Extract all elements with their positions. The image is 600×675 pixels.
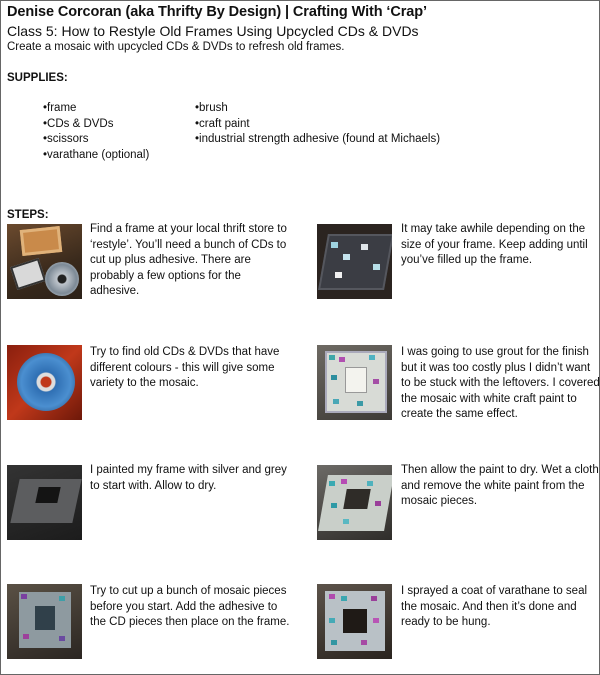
step-4-photo [317, 345, 392, 420]
step-7-text: Try to cut up a bunch of mosaic pieces before you start. Add the adhesive to the CD pieces then place on the frame. [90, 585, 290, 628]
supply-item: • industrial strength adhesive (found at Michaels) [195, 132, 440, 148]
supplies-heading: SUPPLIES: [7, 72, 68, 84]
step-6-text: Then allow the paint to dry. Wet a cloth and remove the white paint from the mosaic pieces. [401, 464, 599, 507]
step-3-text: Try to find old CDs & DVDs that have different colours - this will give some variety to the mosaic. [90, 346, 280, 389]
steps-heading: STEPS: [7, 209, 49, 221]
supply-item: • brush [195, 101, 440, 117]
supplies-list-left [43, 101, 149, 163]
step-8-photo [317, 584, 392, 659]
step-7-photo [7, 584, 82, 659]
step-3-photo [7, 345, 82, 420]
supply-item: • scissors [43, 132, 149, 148]
step-5-text: I painted my frame with silver and grey to start with. Allow to dry. [90, 464, 287, 492]
step-5-photo [7, 465, 82, 540]
supply-item: • craft paint [195, 117, 440, 133]
step-1-text: Find a frame at your local thrift store to ‘restyle’. You’ll need a bunch of CDs to cut up plus adhesive. There are probably a few options for the adhesive. [90, 223, 287, 297]
page-title: Denise Corcoran (aka Thrifty By Design) | Crafting With ‘Crap’ [7, 4, 427, 20]
class-subtitle: Class 5: How to Restyle Old Frames Using Upcycled CDs & DVDs [7, 23, 419, 39]
step-4-text: I was going to use grout for the finish but it was too costly plus I didn’t want to be stuck with the leftovers. I covered the mosaic with white craft paint to create the same effect. [401, 346, 600, 420]
supply-item: • CDs & DVDs [43, 117, 149, 133]
class-description: Create a mosaic with upcycled CDs & DVDs to refresh old frames. [7, 41, 345, 53]
supplies-list-right [195, 101, 440, 148]
step-2-photo [317, 224, 392, 299]
step-8-text: I sprayed a coat of varathane to seal the mosaic. And then it’s done and ready to be hung. [401, 585, 588, 628]
supply-item: • varathane (optional) [43, 148, 149, 164]
supply-item: • frame [43, 101, 149, 117]
step-1-photo [7, 224, 82, 299]
step-6-photo [317, 465, 392, 540]
step-2-text: It may take awhile depending on the size of your frame. Keep adding until you’ve filled up the frame. [401, 223, 588, 266]
